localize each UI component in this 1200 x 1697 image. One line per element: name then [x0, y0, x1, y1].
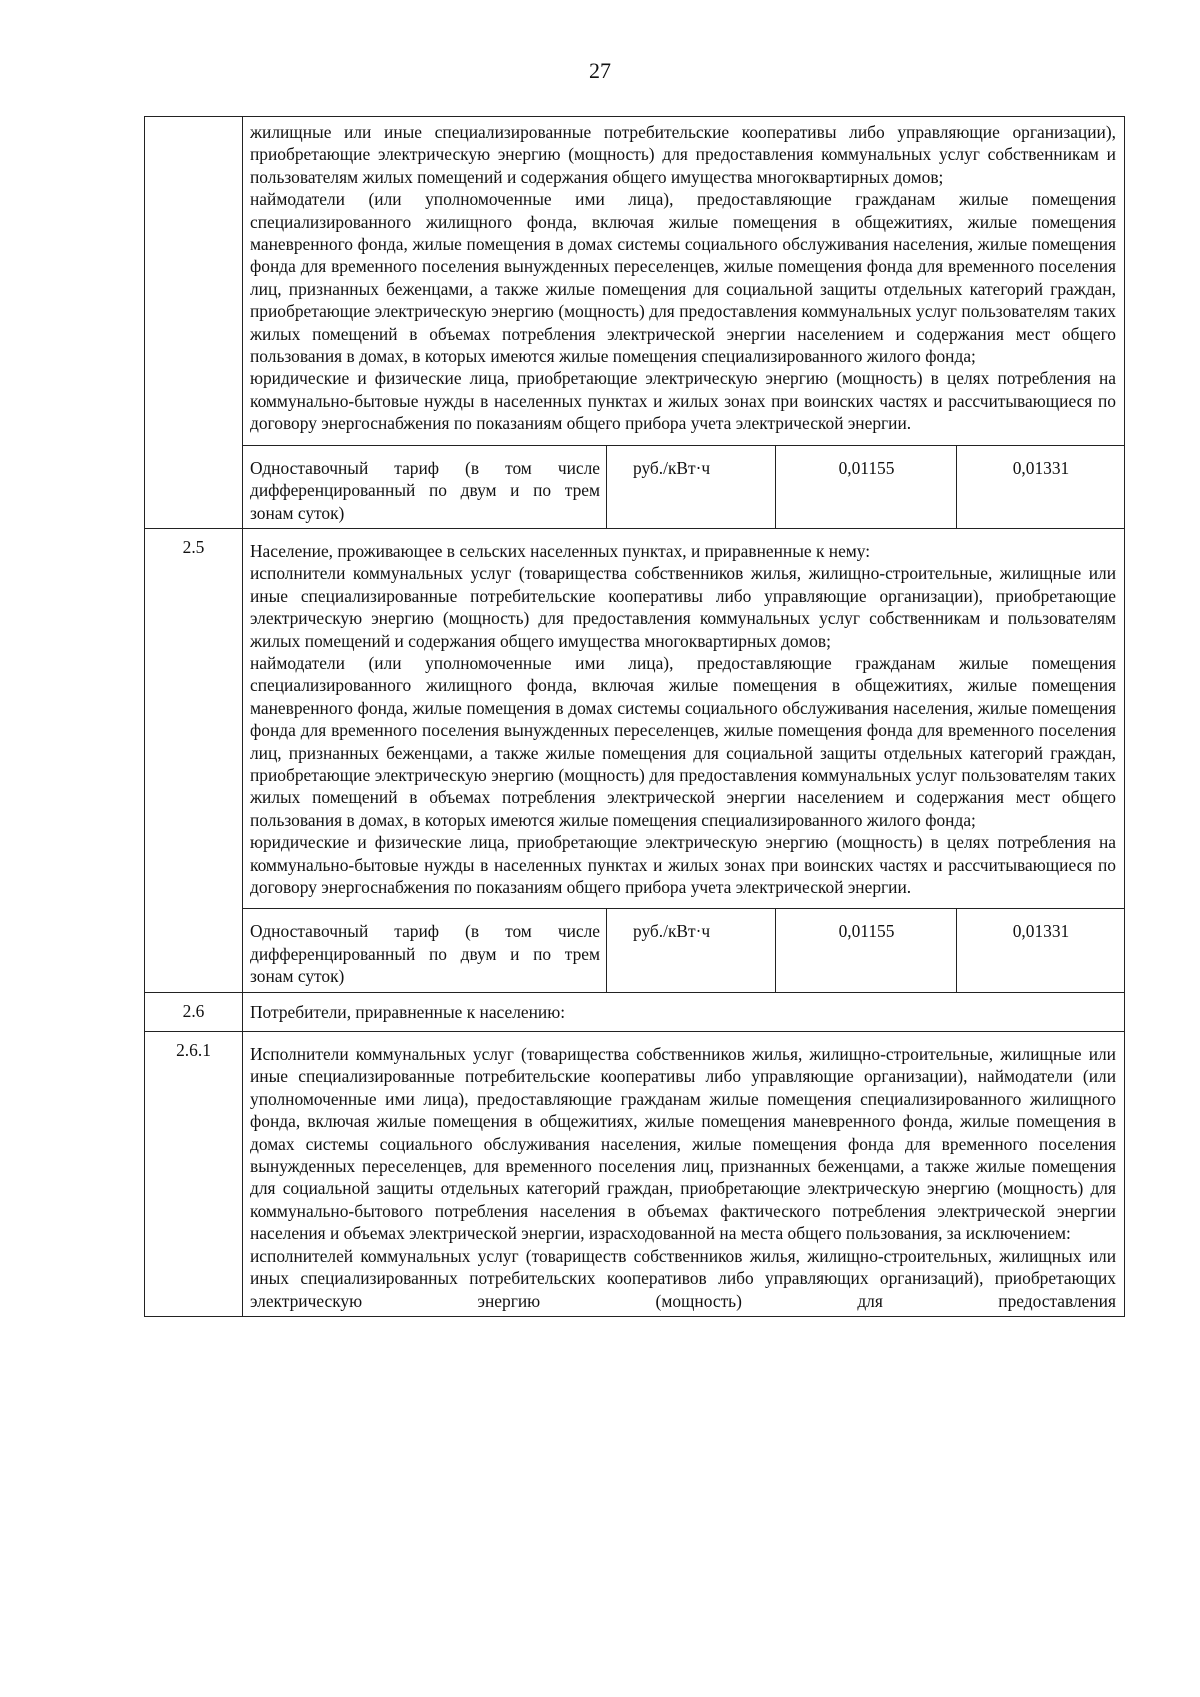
consumer-description [243, 993, 1124, 1031]
table-row [145, 992, 1125, 1031]
tariff-value-1: 0,01155 [776, 909, 957, 992]
paragraph: юридические и физические лица, приобретающие электрическую энергию (мощность) в целях потребления на коммунально-бытовые нужды в населенных пунктах и жилых зонах при воинских частях и рассчитывающиеся по договору энергоснабжения по показаниям общего прибора учета электрической энергии. [250, 832, 1116, 897]
tariff-value-1: 0,01155 [776, 445, 957, 528]
consumer-description [243, 117, 1124, 445]
tariff-unit: руб./кВт·ч [607, 909, 776, 992]
tariff-unit: руб./кВт·ч [607, 445, 776, 528]
tariff-name: Одноставочный тариф (в том числе дифференцированный по двум и по трем зонам суток) [243, 445, 607, 528]
tariff-table [144, 116, 1125, 1317]
consumer-description [243, 529, 1124, 909]
tariff-row [243, 445, 1124, 528]
row-content [243, 1032, 1125, 1317]
paragraph: Потребители, приравненные к населению: [250, 1001, 566, 1022]
table-row [145, 528, 1125, 992]
row-content [243, 992, 1125, 1031]
row-number: 2.6.1 [145, 1032, 243, 1317]
paragraph: Исполнители коммунальных услуг (товарищества собственников жилья, жилищно-строительные, жилищные или иные специализированные потребительские кооперативы либо управляющие организации), наймодатели (или уполномоченные ими лица), предоставляющие гражданам жилые помещения специализированного жилищного фонда, включая жилые помещения в общежитиях, жилые помещения маневренного фонда, жилые помещения в домах системы социального обслуживания населения, жилые помещения фонда для временного поселения вынужденных переселенцев, для временного поселения лиц, признанных беженцами, а также жилые помещения для социальной защиты отдельных категорий граждан, приобретающие электрическую энергию (мощность) для коммунально-бытового потребления населения в объемах фактического потребления электрической энергии населения и объемах электрической энергии, израсходованной на места общего пользования, за исключением: [250, 1044, 1116, 1244]
paragraph: юридические и физические лица, приобретающие электрическую энергию (мощность) в целях потребления на коммунально-бытовые нужды в населенных пунктах и жилых зонах при воинских частях и рассчитывающиеся по договору энергоснабжения по показаниям общего прибора учета электрической энергии. [250, 368, 1116, 434]
tariff-name: Одноставочный тариф (в том числе дифференцированный по двум и по трем зонам суток) [243, 909, 607, 992]
row-number [145, 117, 243, 529]
paragraph: наймодатели (или уполномоченные ими лица), предоставляющие гражданам жилые помещения специализированного жилищного фонда, включая жилые помещения в общежитиях, жилые помещения маневренного фонда, жилые помещения в домах системы социального обслуживания населения, жилые помещения фонда для временного поселения вынужденных переселенцев, жилые помещения фонда для временного поселения лиц, признанных беженцами, а также жилые помещения для социальной защиты отдельных категорий граждан, приобретающие электрическую энергию (мощность) для предоставления коммунальных услуг пользователям таких жилых помещений в объемах потребления электрической энергии населением и содержания мест общего пользования в домах, в которых имеются жилые помещения специализированного жилого фонда; [250, 189, 1116, 367]
table-row [145, 117, 1125, 529]
paragraph: исполнителей коммунальных услуг (товариществ собственников жилья, жилищно-строительных, жилищных или иных специализированных потребительских кооперативов либо управляющих организаций), приобретающих электрическую энергию (мощность) для предоставления [250, 1245, 1116, 1311]
row-number: 2.6 [145, 992, 243, 1031]
paragraph: жилищные или иные специализированные потребительские кооперативы либо управляющие организации), приобретающие электрическую энергию (мощность) для предоставления коммунальных услуг собственникам и пользователям жилых помещений и содержания общего имущества многоквартирных домов; [250, 122, 1116, 187]
page-number: 27 [589, 58, 611, 83]
tariff-subtable [243, 445, 1124, 528]
paragraph: исполнители коммунальных услуг (товарищества собственников жилья, жилищно-строительные, жилищные или иные специализированные потребительские кооперативы либо управляющие организации), приобретающие электрическую энергию (мощность) для предоставления коммунальных услуг собственникам и пользователям жилых помещений и содержания общего имущества многоквартирных домов; [250, 563, 1116, 651]
tariff-subtable [243, 908, 1124, 991]
tariff-value-2: 0,01331 [957, 445, 1125, 528]
tariff-value-2: 0,01331 [957, 909, 1125, 992]
consumer-description [243, 1032, 1124, 1316]
row-number: 2.5 [145, 528, 243, 992]
paragraph: наймодатели (или уполномоченные ими лица), предоставляющие гражданам жилые помещения специализированного жилищного фонда, включая жилые помещения в общежитиях, жилые помещения маневренного фонда, жилые помещения в домах системы социального обслуживания населения, жилые помещения фонда для временного поселения вынужденных переселенцев, жилые помещения фонда для временного поселения лиц, признанных беженцами, а также жилые помещения для социальной защиты отдельных категорий граждан, приобретающие электрическую энергию (мощность) для предоставления коммунальных услуг пользователям таких жилых помещений в объемах потребления электрической энергии населением и содержания мест общего пользования в домах, в которых имеются жилые помещения специализированного жилого фонда; [250, 652, 1116, 830]
row-content [243, 117, 1125, 529]
row-content [243, 528, 1125, 992]
tariff-row [243, 909, 1124, 992]
paragraph: Население, проживающее в сельских населенных пунктах, и приравненные к нему: [250, 540, 871, 561]
table-row [145, 1032, 1125, 1317]
